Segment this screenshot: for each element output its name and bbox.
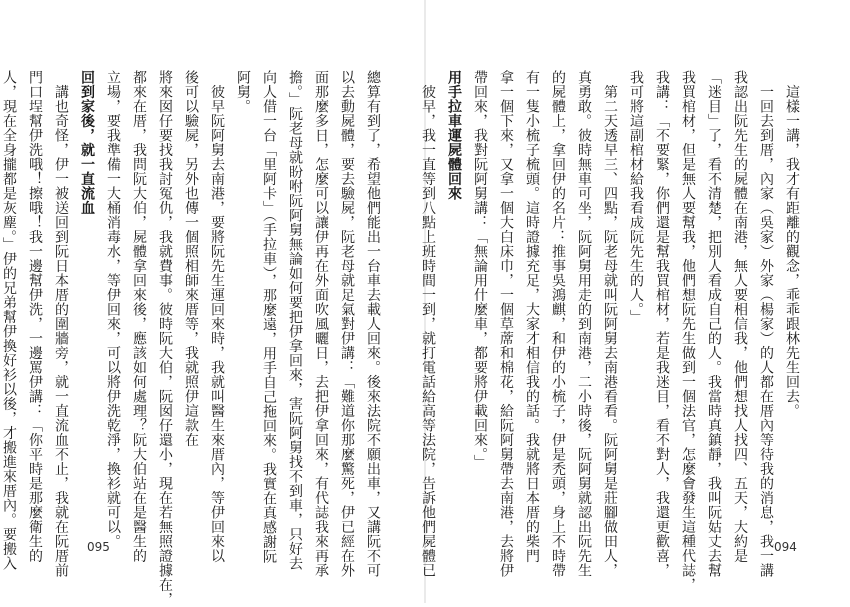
text-column: 立場，要我準備一大桶消毒水，等伊回來，可以將伊洗乾淨，換衫就可以。 [105,70,121,549]
text-column: 的屍體上，拿回伊的名片：推事吳鴻麒，和伊的小梳子，伊是禿頭，身上不時帶 [550,70,566,578]
text-column: 這樣一講，我才有距離的觀念，乖乖跟林先生回去。 [784,70,800,418]
text-column: 面那麼多日，怎麼可以讓伊再在外面吹風曬日，去把伊拿回來，有代誌我來再承 [313,70,329,578]
text-column: 都來在厝，我問阮大伯，屍體拿回來後，應該如何處理？阮大伯站在是醫生的 [131,70,147,563]
text-column: 拿一個下來，又拿一個大白床巾，一個草蓆和棉花，給阮阿舅帶去南港，去將伊 [498,70,514,578]
text-column: 一回去到厝，內家（吳家）外家（楊家）的人都在厝內等待我的消息，我一講 [758,70,774,578]
text-column: 將來囡仔要找我討冤仇，我就費事。彼時阮大伯，阮囡仔還小，現在若無照證據在， [157,70,173,607]
text-column: 帶回來，我對阮阿舅講：「無論用什麼車，都要將伊載回來。」 [472,70,488,469]
text-column: 以去動屍體，要去驗屍，阮老母就足氣對伊講：「難道你那麼驚死，伊已經在外 [339,70,355,578]
text-column: 有一隻小梳子梳頭。這時證據充足，大家才相信我的話。我就將日本厝的柴門 [524,70,540,563]
section-heading: 用手拉車運屍體回來 [446,70,462,201]
text-column: 我講：「不要緊，你們還是幫我買棺材，若是我迷目，看不對人，我還更歡喜， [654,70,670,578]
text-column: 彼早，我一直等到八點上班時間一到，就打電話給高等法院，告訴他們屍體已 [420,70,436,578]
text-column: 「迷目」了，看不清楚，把別人看成自己的人。我當時真鎮靜，我叫阮姑丈去幫 [706,70,722,578]
text-column: 擔。」阮老母就盼咐阮阿舅無論如何要把伊拿回來，害阮阿舅找不到車，只好去 [287,70,303,571]
text-column: 真勇敢。彼時無車可坐，阮阿舅用走的到南港，二小時後，阮阿舅就認出阮先生 [576,70,592,578]
text-column: 彼早阮阿舅去南港，要將阮先生運回來時，我就叫醫生來厝內，等伊回來以 [209,70,225,563]
text-column: 我可將這副棺材給我看成阮先生的人。」 [628,70,644,324]
text-column: 我買棺材，但是無人要幫我，他們想阮先生做到一個法官，怎麼會發生這種代誌， [680,70,696,592]
text-column: 我認出阮先生的屍體在南港，無人要相信我，他們想找人找四、五天，大約是 [732,70,748,563]
text-column: 向人借一台「里阿卡」（手拉車），那麼遠，用手自己拖回來。我實在真感謝阮 [261,70,277,564]
text-column: 第二天透早三、四點，阮老母就叫阮阿舅去南港看看。阮阿舅是莊腳做田人， [602,70,618,578]
section-heading: 回到家後，就一直流血 [79,70,95,215]
page-number: 094 [774,540,797,554]
text-column: 門口埕幫伊洗哦！擦哦！我一邊幫伊洗，一邊罵伊講：「你平時是那麼衛生的 [27,70,43,563]
text-column: 後可以驗屍，另外也傳一個照相師來厝等，我就照伊這款在 [183,70,199,447]
text-column: 講也奇怪，伊一被送回到阮日本厝的圍牆旁，就一直流血不止，我就在阮厝前 [53,70,69,578]
text-column: 人，現在全身攏都是灰塵。」伊的兄弟幫伊換好衫以後，才搬進來厝內。要搬入 [1,70,17,571]
text-column: 阿舅。 [235,70,251,114]
page-number: 095 [87,540,110,554]
text-column: 總算有到了，希望他們能出一台車去載人回來。後來法院不願出車，又講阮不可 [365,70,381,578]
